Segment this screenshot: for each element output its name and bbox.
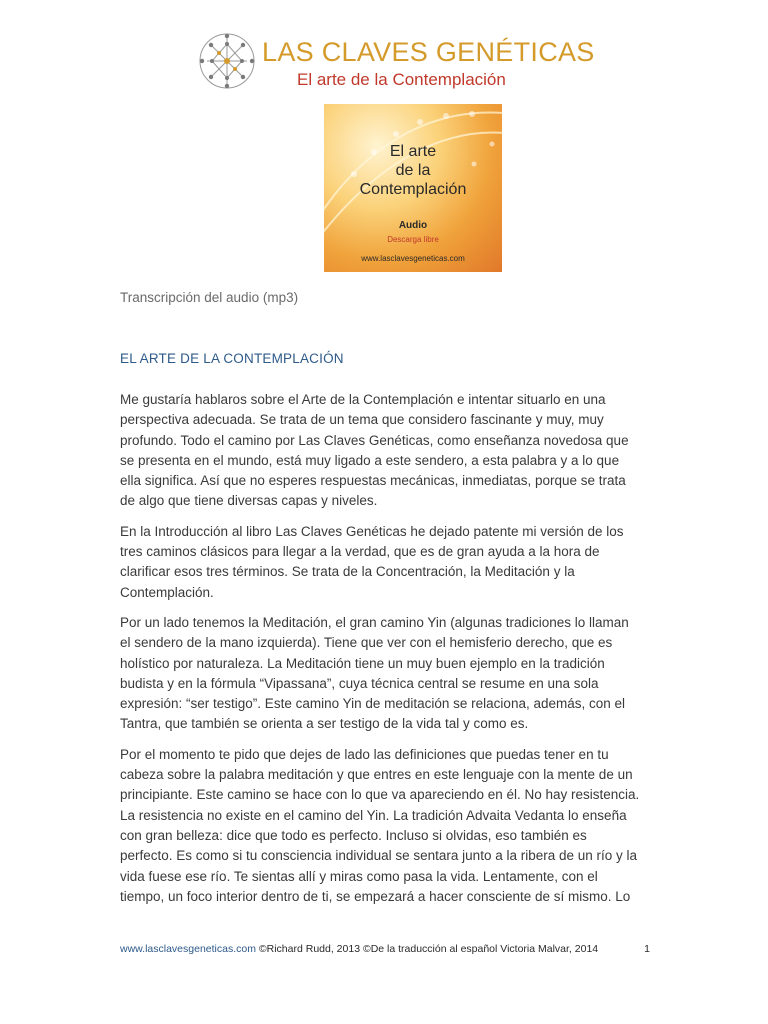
text-line: ella significa. Así que no esperes respuestas mecánicas, inmediatas, porque se trata: [120, 473, 626, 489]
text-line: se presenta en el mundo, está muy ligado a este sendero, a esta palabra y a lo que: [120, 452, 620, 468]
footer-url-link[interactable]: www.lasclavesgeneticas.com: [120, 943, 256, 955]
text-line: el sendero de la mano izquierda). Tiene que ver con el hemisferio derecho, que es: [120, 635, 613, 651]
footer-copyright: ©Richard Rudd, 2013 ©De la traducción al español Victoria Malvar, 2014: [258, 943, 599, 955]
text-line: profundo. Todo el camino por Las Claves Genéticas, como enseñanza novedosa que: [120, 432, 629, 448]
page-footer: [120, 943, 652, 955]
text-line: En la Introducción al libro Las Claves Genéticas he dejado patente mi versión de los: [120, 523, 624, 539]
text-line: de algo que tiene diversas capas y niveles.: [120, 493, 378, 509]
cover-free-label: Descarga libre: [387, 235, 439, 244]
document-header: [196, 30, 596, 100]
text-line: perfecto. Es como si tu consciencia individual se sentara junto a la ribera de un río y la: [120, 848, 638, 864]
cover-title: [324, 142, 502, 199]
text-line: principiante. Este camino se hace con lo que va apareciendo en él. No hay resistencia.: [120, 787, 640, 803]
text-line: tiempo, un foco interior dentro de ti, se empezará a hacer consciente de sí mismo. Lo: [120, 888, 631, 904]
text-line: vida fuese ese río. Te sientas allí y miras como pasa la vida. Lentamente, con el: [120, 868, 598, 884]
cover-url: www.lasclavesgeneticas.com: [361, 254, 465, 263]
text-line: con gran belleza: dice que todo es perfecto. Incluso si olvidas, eso también es: [120, 827, 587, 843]
brand-title: LAS CLAVES GENÉTICAS: [262, 37, 595, 67]
text-line: holístico por naturaleza. La Meditación tiene un muy buen ejemplo en la tradición: [120, 655, 605, 671]
cover-title-line: El arte: [389, 143, 437, 160]
genetic-keys-logo-icon: [196, 30, 258, 92]
text-line: expresión: “ser testigo”. Este camino Yin de meditación se relaciona, además, con el: [120, 696, 626, 712]
paragraph: [120, 613, 650, 735]
paragraph: [120, 745, 650, 907]
brand-subtitle: El arte de la Contemplación: [297, 70, 506, 89]
text-line: Contemplación.: [120, 584, 214, 600]
text-line: budista y en la fórmula “Vipassana”, cuya técnica central se resume en una sola: [120, 675, 599, 691]
paragraph: [120, 522, 650, 603]
text-line: tres caminos clásicos para llegar a la verdad, que es de gran ayuda a la hora de: [120, 544, 600, 560]
text-line: La resistencia no existe en el camino del Yin. La tradición Advaita Vedanta lo enseña: [120, 807, 627, 823]
cover-audio-label: Audio: [398, 220, 428, 231]
text-line: Tantra, que también se orienta a ser testigo de la vida tal y como es.: [120, 716, 529, 732]
text-line: Me gustaría hablaros sobre el Arte de la Contemplación e intentar situarlo en una: [120, 392, 606, 407]
document-body: [120, 390, 650, 917]
page-number: 1: [644, 943, 650, 955]
cover-title-line: de la: [395, 162, 431, 179]
text-line: perspectiva adecuada. Se trata de un tema que considero fascinante y muy, muy: [120, 412, 604, 428]
text-line: clarificar esos tres términos. Se trata de la Concentración, la Meditación y la: [120, 564, 575, 580]
text-line: Por un lado tenemos la Meditación, el gran camino Yin (algunas tradiciones lo llaman: [120, 614, 629, 630]
text-line: Por el momento te pido que dejes de lado las definiciones que puedas tener en tu: [120, 746, 609, 762]
audio-cover-image: [324, 104, 502, 272]
text-line: cabeza sobre la palabra meditación y que entres en este lenguaje con la mente de un: [120, 767, 633, 783]
paragraph: [120, 390, 650, 512]
section-heading: EL ARTE DE LA CONTEMPLACIÓN: [120, 351, 344, 366]
cover-title-line: Contemplación: [359, 181, 467, 198]
transcript-note: Transcripción del audio (mp3): [120, 290, 299, 305]
